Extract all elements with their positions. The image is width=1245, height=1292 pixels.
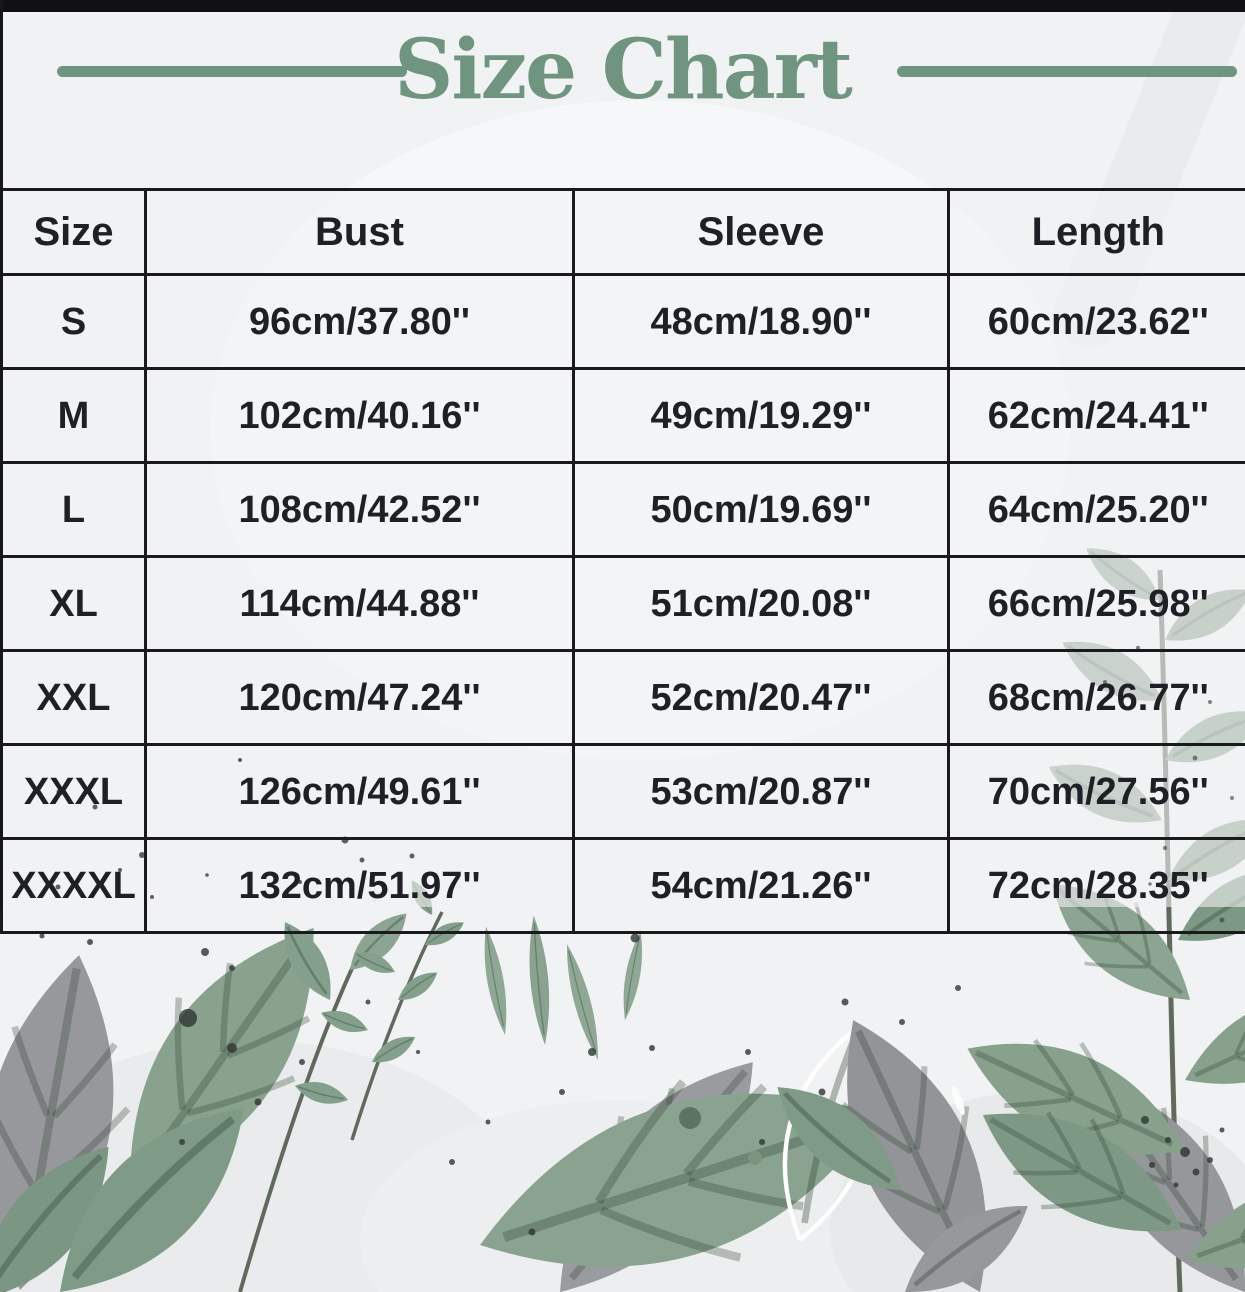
size-table-body <box>2 275 1245 933</box>
table-row <box>2 745 1245 839</box>
bust-cell: 126cm/49.61'' <box>146 745 574 839</box>
column-header-length: Length <box>949 190 1245 275</box>
bust-cell: 114cm/44.88'' <box>146 557 574 651</box>
size-cell: M <box>2 369 146 463</box>
size-cell: XXXXL <box>2 839 146 933</box>
sleeve-cell: 48cm/18.90'' <box>574 275 949 369</box>
bust-cell: 132cm/51.97'' <box>146 839 574 933</box>
size-cell: S <box>2 275 146 369</box>
length-cell: 64cm/25.20'' <box>949 463 1245 557</box>
column-header-bust: Bust <box>146 190 574 275</box>
top-border-bar <box>0 0 1245 12</box>
bust-cell: 102cm/40.16'' <box>146 369 574 463</box>
size-chart-table <box>0 188 1245 934</box>
sleeve-cell: 53cm/20.87'' <box>574 745 949 839</box>
table-row <box>2 275 1245 369</box>
size-cell: L <box>2 463 146 557</box>
length-cell: 72cm/28.35'' <box>949 839 1245 933</box>
bust-cell: 120cm/47.24'' <box>146 651 574 745</box>
length-cell: 66cm/25.98'' <box>949 557 1245 651</box>
table-row <box>2 651 1245 745</box>
bust-cell: 96cm/37.80'' <box>146 275 574 369</box>
column-header-sleeve: Sleeve <box>574 190 949 275</box>
left-border-line <box>0 0 3 908</box>
sleeve-cell: 50cm/19.69'' <box>574 463 949 557</box>
sleeve-cell: 52cm/20.47'' <box>574 651 949 745</box>
size-cell: XXL <box>2 651 146 745</box>
table-row <box>2 839 1245 933</box>
table-header-row <box>2 190 1245 275</box>
length-cell: 60cm/23.62'' <box>949 275 1245 369</box>
length-cell: 68cm/26.77'' <box>949 651 1245 745</box>
sleeve-cell: 49cm/19.29'' <box>574 369 949 463</box>
table-row <box>2 463 1245 557</box>
table-row <box>2 369 1245 463</box>
sleeve-cell: 54cm/21.26'' <box>574 839 949 933</box>
length-cell: 70cm/27.56'' <box>949 745 1245 839</box>
size-cell: XXXL <box>2 745 146 839</box>
column-header-size: Size <box>2 190 146 275</box>
bust-cell: 108cm/42.52'' <box>146 463 574 557</box>
length-cell: 62cm/24.41'' <box>949 369 1245 463</box>
table-row <box>2 557 1245 651</box>
title-rule-right <box>897 66 1237 77</box>
size-cell: XL <box>2 557 146 651</box>
page-title: Size Chart <box>394 22 851 118</box>
sleeve-cell: 51cm/20.08'' <box>574 557 949 651</box>
